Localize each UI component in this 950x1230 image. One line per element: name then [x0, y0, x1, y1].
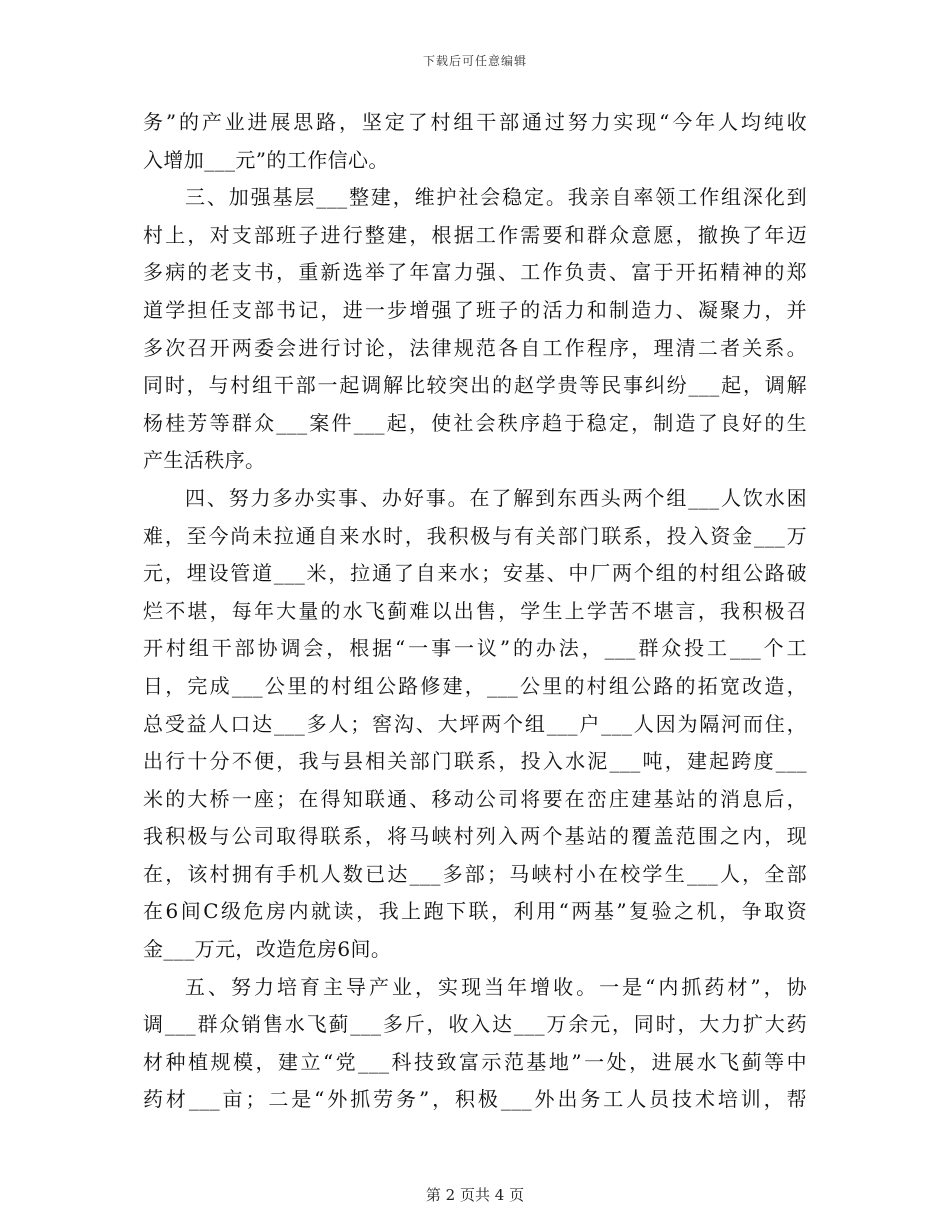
text-line: 入增加___元”的工作信心。	[143, 147, 389, 172]
text-line: 元，埋设管道___米，拉通了自来水；安基、中厂两个组的村组公路破	[143, 561, 807, 586]
text-line: 同时，与村组干部一起调解比较突出的赵学贵等民事纠纷___起，调解	[143, 373, 807, 398]
text-line: 我积极与公司取得联系，将马峡村列入两个基站的覆盖范围之内，现	[143, 824, 807, 849]
page-header: 下载后可任意编辑	[422, 54, 527, 68]
text-line: 药材___亩；二是“外抓劳务”，积极___外出务工人员技术培训，帮	[143, 1087, 807, 1112]
text-line: 在，该村拥有手机人数已达___多部；马峡村小在校学生___人，全部	[143, 861, 807, 886]
text-line: 日，完成___公里的村组公路修建，___公里的村组公路的拓宽改造，	[143, 673, 807, 698]
text-line: 道学担任支部书记，进一步增强了班子的活力和制造力、凝聚力，并	[143, 297, 807, 322]
text-line: 出行十分不便，我与县相关部门联系，投入水泥___吨，建起跨度___	[143, 749, 807, 774]
text-line: 在6间C级危房内就读，我上跑下联，利用“两基”复验之机，争取资	[143, 899, 807, 924]
paragraph-start-line: 五、努力培育主导产业，实现当年增收。一是“内抓药材”，协	[185, 974, 807, 999]
text-line: 米的大桥一座；在得知联通、移动公司将要在峦庄建基站的消息后，	[143, 786, 807, 811]
text-line: 务”的产业进展思路，坚定了村组干部通过努力实现“今年人均纯收	[143, 110, 807, 134]
text-line: 产生活秩序。	[143, 448, 266, 473]
document-body	[143, 104, 807, 1119]
paragraph-start-line: 三、加强基层___整建，维护社会稳定。我亲自率领工作组深化到	[185, 185, 807, 210]
text-line: 烂不堪，每年大量的水飞蓟难以出售，学生上学苦不堪言，我积极召	[143, 598, 807, 623]
text-line: 总受益人口达___多人；窖沟、大坪两个组___户___人因为隔河而住，	[143, 711, 807, 736]
paragraph-start-line: 四、努力多办实事、办好事。在了解到东西头两个组___人饮水困	[185, 485, 807, 510]
text-line: 开村组干部协调会，根据“一事一议”的办法，___群众投工___个工	[143, 636, 807, 661]
text-line: 金___万元，改造危房6间。	[143, 937, 392, 962]
page-number: 第 2 页共 4 页	[425, 1186, 525, 1204]
text-line: 调___群众销售水飞蓟___多斤，收入达___万余元，同时，大力扩大药	[143, 1012, 807, 1037]
text-line: 材种植规模，建立“党___科技致富示范基地”一处，进展水飞蓟等中	[143, 1049, 807, 1074]
text-line: 村上，对支部班子进行整建，根据工作需要和群众意愿，撤换了年迈	[143, 222, 807, 247]
text-line: 难，至今尚未拉通自来水时，我积极与有关部门联系，投入资金___万	[143, 523, 807, 548]
text-line: 杨桂芳等群众___案件___起，使社会秩序趋于稳定，制造了良好的生	[143, 410, 807, 435]
text-line: 多病的老支书，重新选举了年富力强、工作负责、富于开拓精神的郑	[143, 260, 807, 285]
text-line: 多次召开两委会进行讨论，法律规范各自工作程序，理清二者关系。	[143, 335, 807, 360]
